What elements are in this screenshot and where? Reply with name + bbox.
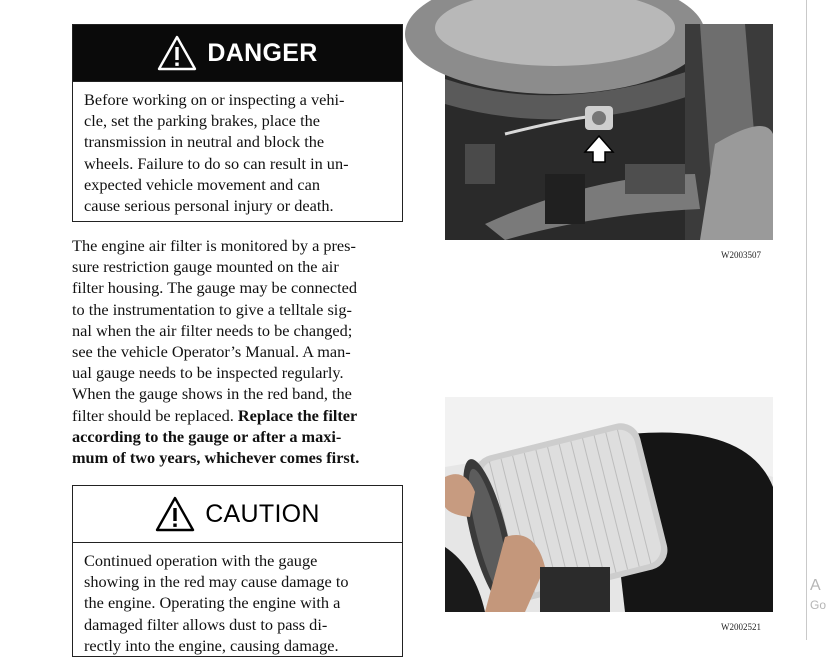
danger-line: expected vehicle movement and can bbox=[84, 174, 320, 194]
paragraph-bold-line: according to the gauge or after a maxi- bbox=[72, 426, 342, 446]
edge-fragment-top: A bbox=[810, 577, 821, 594]
edge-fragment-bottom: Go bbox=[810, 598, 826, 612]
danger-line: Before working on or inspecting a vehi- bbox=[84, 90, 345, 109]
paragraph-line: sure restriction gauge mounted on the air bbox=[72, 257, 339, 277]
paragraph-line: see the vehicle Operator’s Manual. A man- bbox=[72, 342, 351, 362]
paragraph-line: ual gauge needs to be inspected regularly. bbox=[72, 363, 344, 383]
engine-gauge-photo bbox=[445, 24, 773, 240]
paragraph-line: nal when the air filter needs to be changed; bbox=[72, 320, 353, 340]
paragraph-bold-line: mum of two years, whichever comes first. bbox=[72, 448, 360, 468]
caution-header bbox=[73, 486, 402, 543]
danger-line: wheels. Failure to do so can result in un- bbox=[84, 153, 349, 173]
figure-caption: W2002521 bbox=[721, 622, 761, 632]
caution-notice bbox=[72, 485, 403, 657]
air-filter-photo bbox=[445, 397, 773, 612]
caution-heading: CAUTION bbox=[205, 499, 320, 528]
danger-line: cause serious personal injury or death. bbox=[84, 196, 334, 216]
paragraph-plain-segment: filter should be replaced. bbox=[72, 405, 238, 425]
danger-line: cle, set the parking brakes, place the bbox=[84, 111, 320, 131]
paragraph-line: When the gauge shows in the red band, the bbox=[72, 384, 352, 404]
warning-triangle-icon bbox=[157, 35, 197, 71]
danger-heading: DANGER bbox=[207, 38, 318, 67]
paragraph-line: The engine air filter is monitored by a pres- bbox=[72, 236, 356, 255]
caution-text bbox=[73, 543, 402, 656]
caution-line: the engine. Operating the engine with a bbox=[84, 593, 341, 613]
caution-line: showing in the red may cause damage to bbox=[84, 572, 349, 592]
caution-line: rectly into the engine, causing damage. bbox=[84, 635, 339, 655]
paragraph-line: filter housing. The gauge may be connected bbox=[72, 278, 357, 298]
caution-line: damaged filter allows dust to pass di- bbox=[84, 614, 328, 634]
danger-line: transmission in neutral and block the bbox=[84, 132, 325, 152]
figure-caption: W2003507 bbox=[721, 250, 761, 260]
paragraph-line: to the instrumentation to give a telltale sig- bbox=[72, 299, 352, 319]
right-edge-strip bbox=[806, 0, 824, 640]
paragraph-bold-segment: Replace the filter bbox=[237, 405, 358, 425]
danger-text bbox=[73, 82, 402, 216]
caution-line: Continued operation with the gauge bbox=[84, 551, 318, 570]
air-filter-paragraph bbox=[72, 235, 404, 468]
warning-triangle-icon bbox=[155, 496, 195, 532]
danger-header bbox=[73, 25, 402, 82]
top-rule bbox=[0, 0, 824, 4]
danger-notice bbox=[72, 24, 403, 222]
paragraph-mixed-line bbox=[72, 405, 404, 426]
